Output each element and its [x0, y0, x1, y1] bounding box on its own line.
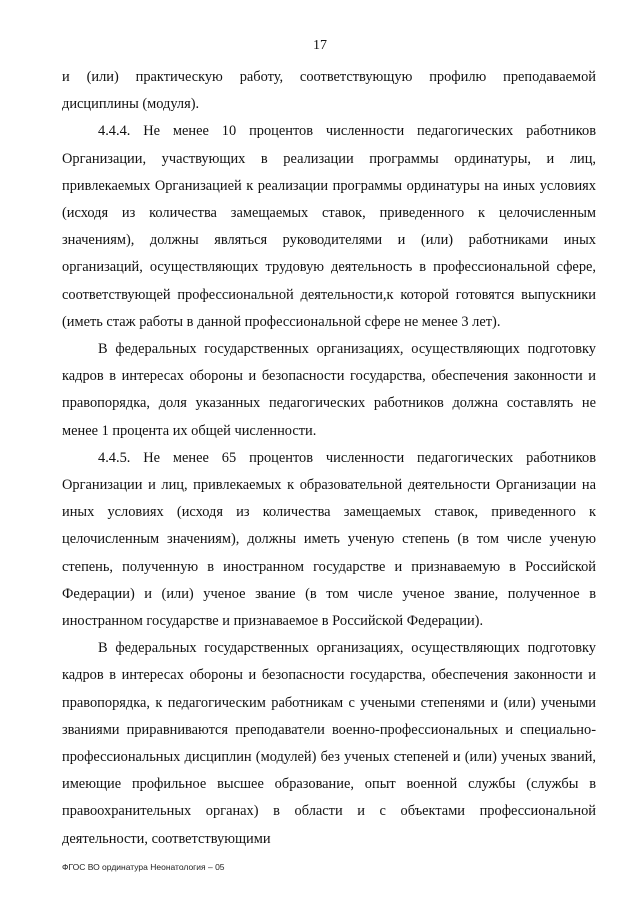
paragraph-4-4-5: 4.4.5. Не менее 65 процентов численности педагогических работников Организации и лиц, привлекаемых к образовательной деятельности Организации на иных условиях (исходя из количества замещаемых ставок, приведенного к целочисленным значениям), должны иметь ученую степень (в том числе ученую степень, полученную в иностранном государстве и признаваемую в Российской Федерации) и (или) ученое звание (в том числе ученое звание, полученное в иностранном государстве и признаваемое в Российской Федерации).	[62, 449, 596, 630]
page-number: 17	[313, 38, 327, 53]
paragraph-continuation: и (или) практическую работу, соответствующую профилю преподаваемой дисциплины (модуля).	[62, 69, 596, 113]
paragraph-4-4-4: 4.4.4. Не менее 10 процентов численности педагогических работников Организации, участвующих в реализации программы ординатуры, и лиц, привлекаемых Организацией к реализации программы ординатуры на иных условиях (исходя из количества замещаемых ставок, приведенного к целочисленным значениям), должны являться руководителями и (или) работниками иных организаций, осуществляющих трудовую деятельность в профессиональной сфере, соответствующей профессиональной деятельности,к которой готовятся выпускники (иметь стаж работы в данной профессиональной сфере не менее 3 лет).	[62, 123, 596, 330]
paragraph-federal-organizations-1: В федеральных государственных организациях, осуществляющих подготовку кадров в интересах обороны и безопасности государства, обеспечения законности и правопорядка, доля указанных педагогических работников должна составлять не менее 1 процента их общей численности.	[62, 341, 596, 439]
document-body	[62, 64, 596, 853]
page-footer: ФГОС ВО ординатура Неонатология – 05	[62, 862, 225, 872]
paragraph-federal-organizations-2: В федеральных государственных организациях, осуществляющих подготовку кадров в интересах обороны и безопасности государства, обеспечения законности и правопорядка, к педагогическим работникам с учеными степенями и (или) учеными званиями приравниваются преподаватели военно-профессиональных и специально-профессиональных дисциплин (модулей) без ученых степеней и (или) ученых званий, имеющие профильное высшее образование, опыт военной службы (службы в правоохранительных органах) в области и с объектами профессиональной деятельности, соответствующими	[62, 640, 596, 847]
